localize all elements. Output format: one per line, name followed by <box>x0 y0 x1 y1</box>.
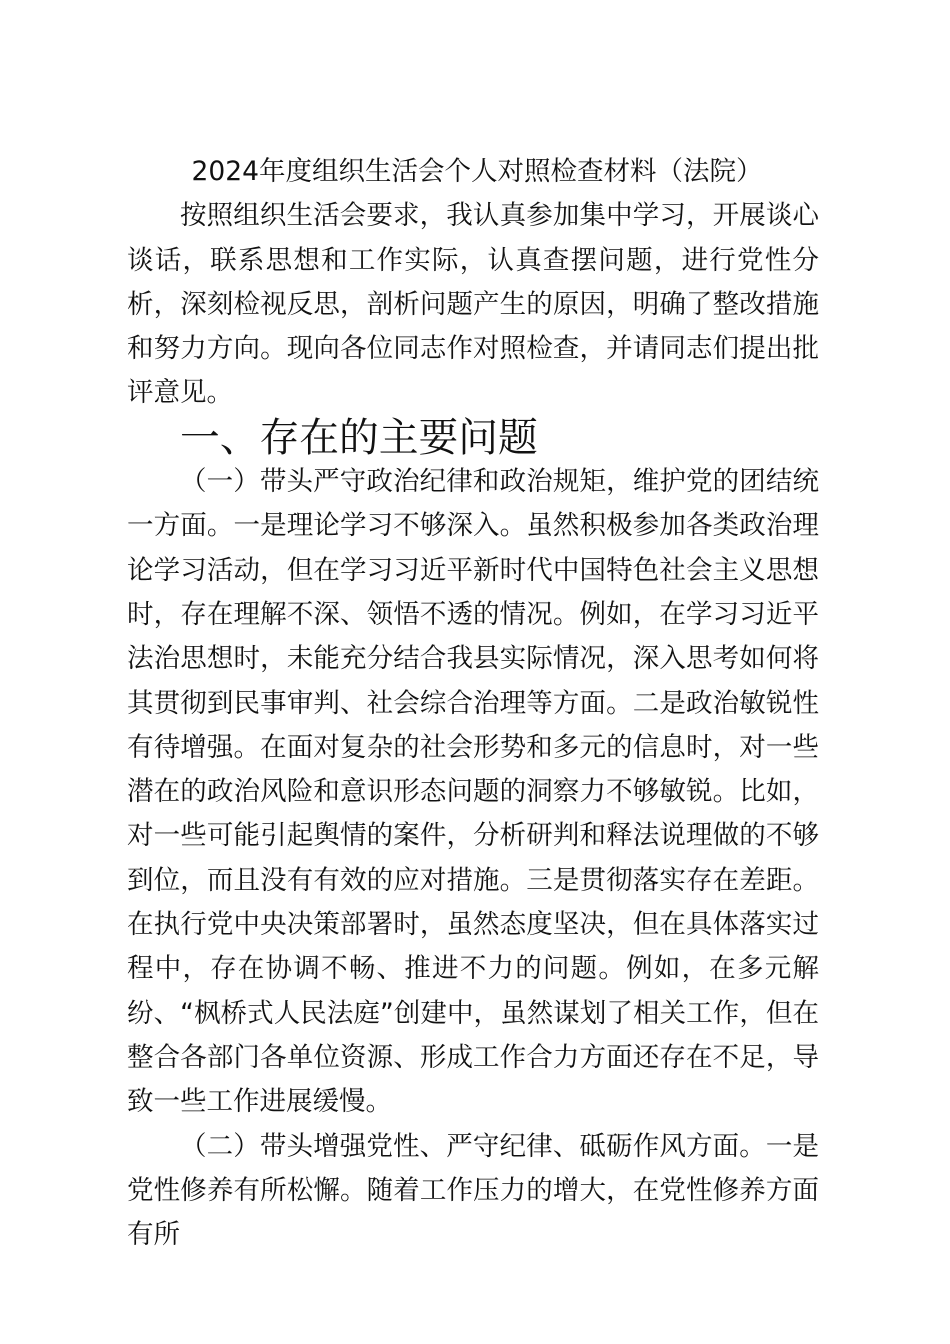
subsection-1-paragraph: （一）带头严守政治纪律和政治规矩，维护党的团结统一方面。一是理论学习不够深入。虽然积极参加各类政治理论学习活动，但在学习习近平新时代中国特色社会主义思想时，存在理解不深、领悟不透的情况。例如，在学习习近平法治思想时，未能充分结合我县实际情况，深入思考如何将其贯彻到民事审判、社会综合治理等方面。二是政治敏锐性有待增强。在面对复杂的社会形势和多元的信息时，对一些潜在的政治风险和意识形态问题的洞察力不够敏锐。比如，对一些可能引起舆情的案件，分析研判和释法说理做的不够到位，而且没有有效的应对措施。三是贯彻落实存在差距。在执行党中央决策部署时，虽然态度坚决，但在具体落实过程中，存在协调不畅、推进不力的问题。例如，在多元解纷、“枫桥式人民法庭”创建中，虽然谋划了相关工作，但在整合各部门各单位资源、形成工作合力方面还存在不足，导致一些工作进展缓慢。 <box>127 466 819 1118</box>
document-title: 2024年度组织生活会个人对照检查材料（法院） <box>191 156 763 187</box>
document-body <box>127 150 819 1257</box>
intro-paragraph: 按照组织生活会要求，我认真参加集中学习，开展谈心谈话，联系思想和工作实际，认真查摆问题，进行党性分析，深刻检视反思，剖析问题产生的原因，明确了整改措施和努力方向。现向各位同志作对照检查，并请同志们提出批评意见。 <box>127 200 819 409</box>
section-heading-main-problems: 一、存在的主要问题 <box>180 414 538 461</box>
subsection-2-paragraph: （二）带头增强党性、严守纪律、砥砺作风方面。一是党性修养有所松懈。随着工作压力的增大，在党性修养方面有所 <box>127 1130 819 1251</box>
